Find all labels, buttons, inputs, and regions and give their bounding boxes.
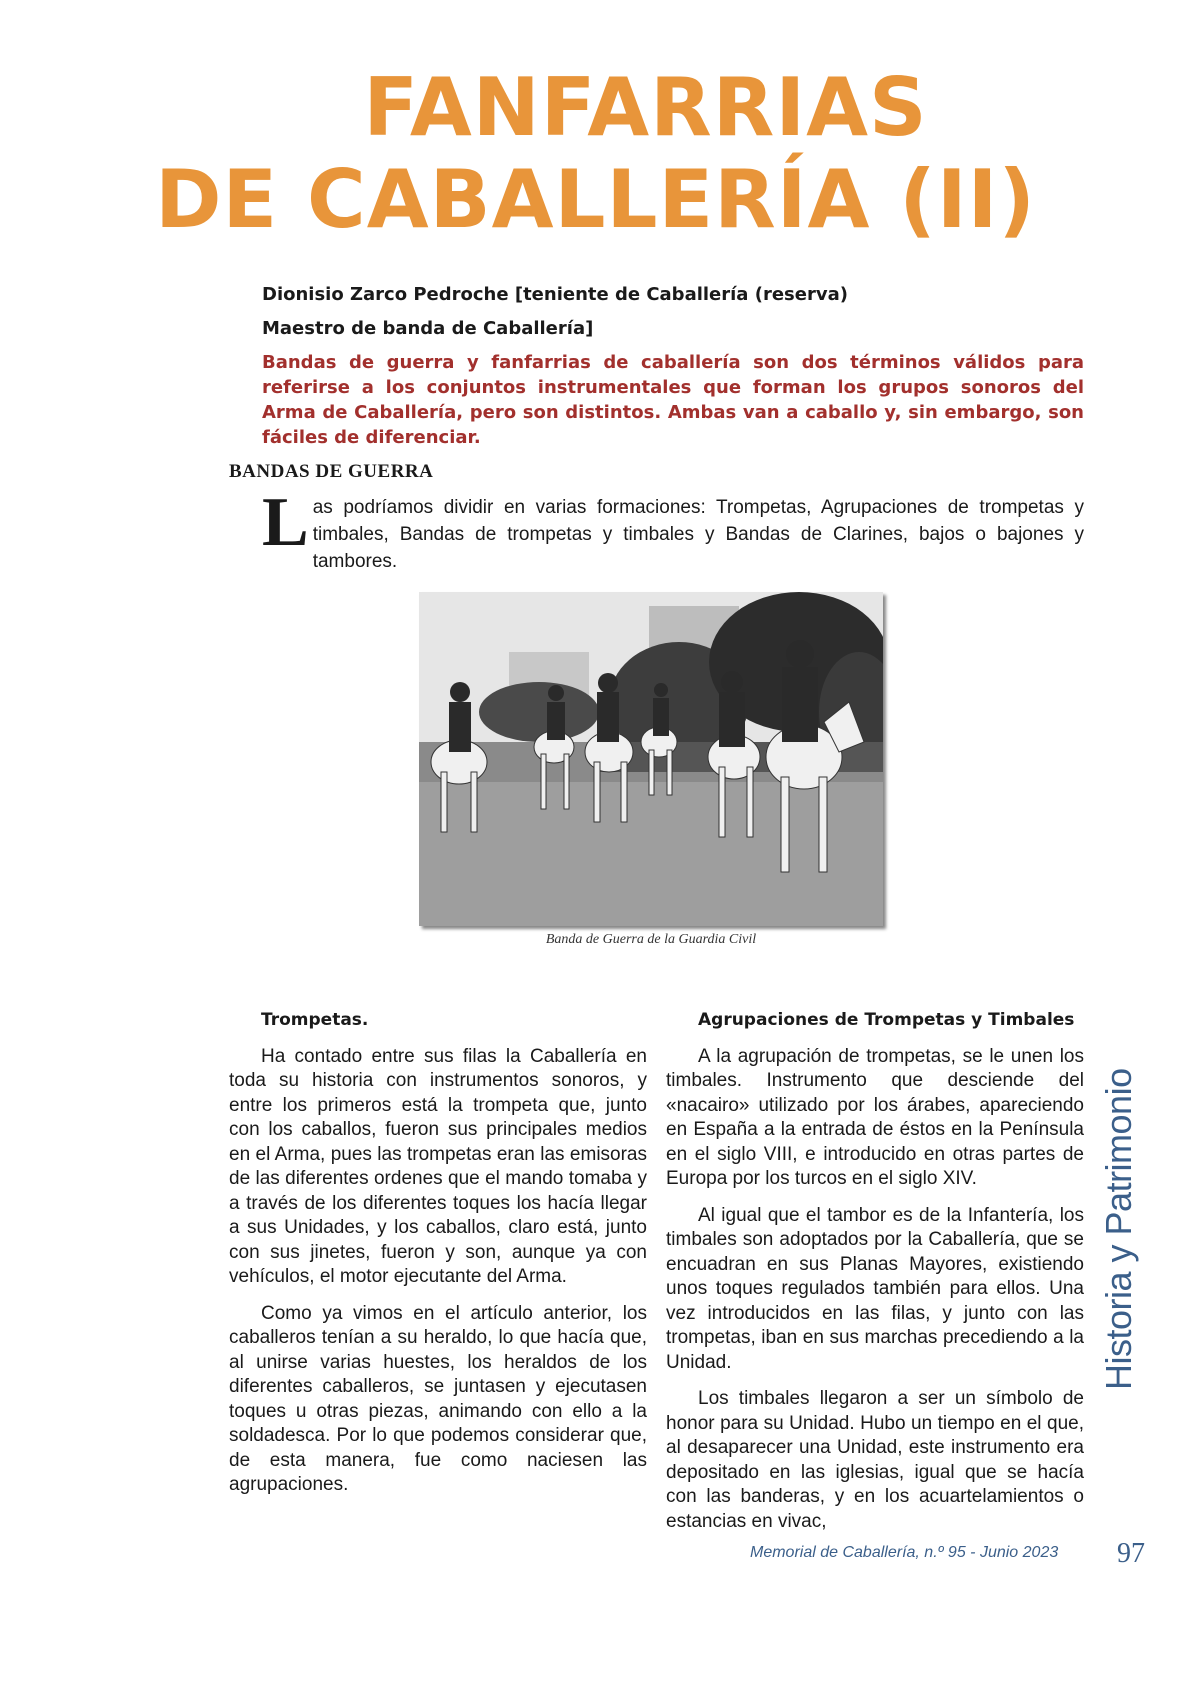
author-line-1: Dionisio Zarco Pedroche [teniente de Caballería (reserva) xyxy=(262,284,848,305)
subheading-trompetas: Trompetas. xyxy=(261,1010,369,1030)
sidebar-text: Historia y Patrimonio xyxy=(1098,1068,1139,1390)
paragraph: A la agrupación de trompetas, se le unen los timbales. Instrumento que desciende del «nacairo» utilizado por los árabes, apareciendo en España a la entrada de éstos en la Península en el siglo VIII, e introducido en otras partes de Europa por los turcos en el siglo XIV. xyxy=(666,1045,1084,1189)
cavalry-band-photo xyxy=(419,592,883,926)
author-line-2: Maestro de banda de Caballería] xyxy=(262,318,594,339)
photo-caption: Banda de Guerra de la Guardia Civil xyxy=(545,932,757,947)
column-left xyxy=(229,1008,647,1510)
paragraph: Como ya vimos en el artículo anterior, los caballeros tenían a su heraldo, lo que hacía que, al unirse varias huestes, los heraldos de los diferentes caballeros, se juntasen y ejecutasen toques u otras piezas, animando con ello a la soldadesca. Por lo que podemos considerar que, de esta manera, fue como naciesen las agrupaciones. xyxy=(229,1302,647,1495)
column-right xyxy=(666,1008,1084,1546)
paragraph: Al igual que el tambor es de la Infantería, los timbales son adoptados por la Caballería, que se encuadran en sus Planas Mayores, existiendo unos toques regulados también para ellos. Una vez introducidos en las filas, y junto con las trompetas, iban en sus marchas precediendo a la Unidad. xyxy=(666,1204,1084,1373)
paragraph: Ha contado entre sus filas la Caballería en toda su historia con instrumentos sonoros, y entre los primeros está la trompeta que, junto con los caballos, fueron sus principales medios en el Arma, pues las trompetas eran las emisoras de las diferentes ordenes que el mando tomaba y a través de los diferentes toques los hacía llegar a sus Unidades, y los caballos, claro está, junto con sus jinetes, fueron y son, aunque ya con vehículos, el motor ejecutante del Arma. xyxy=(229,1045,647,1287)
lead-paragraph: Bandas de guerra y fanfarrias de caballería son dos términos válidos para referirse a los conjuntos instrumentales que forman los grupos sonoros del Arma de Caballería, pero son distintos. Ambas van a caballo y, sin embargo, son fáciles de diferenciar. xyxy=(262,352,1084,448)
intro-paragraph xyxy=(262,484,1084,575)
paragraph: Los timbales llegaron a ser un símbolo de honor para su Unidad. Hubo un tiempo en el que, al desaparecer una Unidad, este instrumento era depositado en las iglesias, igual que se hacía con las banderas, y en los acuartelamientos o estancias en vivac, xyxy=(666,1388,1084,1532)
section-heading: BANDAS DE GUERRA xyxy=(229,461,434,482)
section-sidebar-label xyxy=(1088,1068,1139,1390)
footer-publication: Memorial de Caballería, n.º 95 - Junio 2023 xyxy=(750,1544,1059,1561)
intro-text: as podríamos dividir en varias formaciones: Trompetas, Agrupaciones de trompetas y timbales, Bandas de trompetas y timbales y Bandas de Clarines, bajos o bajones y tambores. xyxy=(312,497,1084,572)
page-number: 97 xyxy=(1117,1538,1145,1569)
title-line-2: DE CABALLERÍA (II) xyxy=(155,153,1036,246)
title-line-1: FANFARRIAS xyxy=(363,61,928,154)
subheading-agrupaciones: Agrupaciones de Trompetas y Timbales xyxy=(698,1010,1075,1030)
drop-cap: L xyxy=(262,484,309,561)
